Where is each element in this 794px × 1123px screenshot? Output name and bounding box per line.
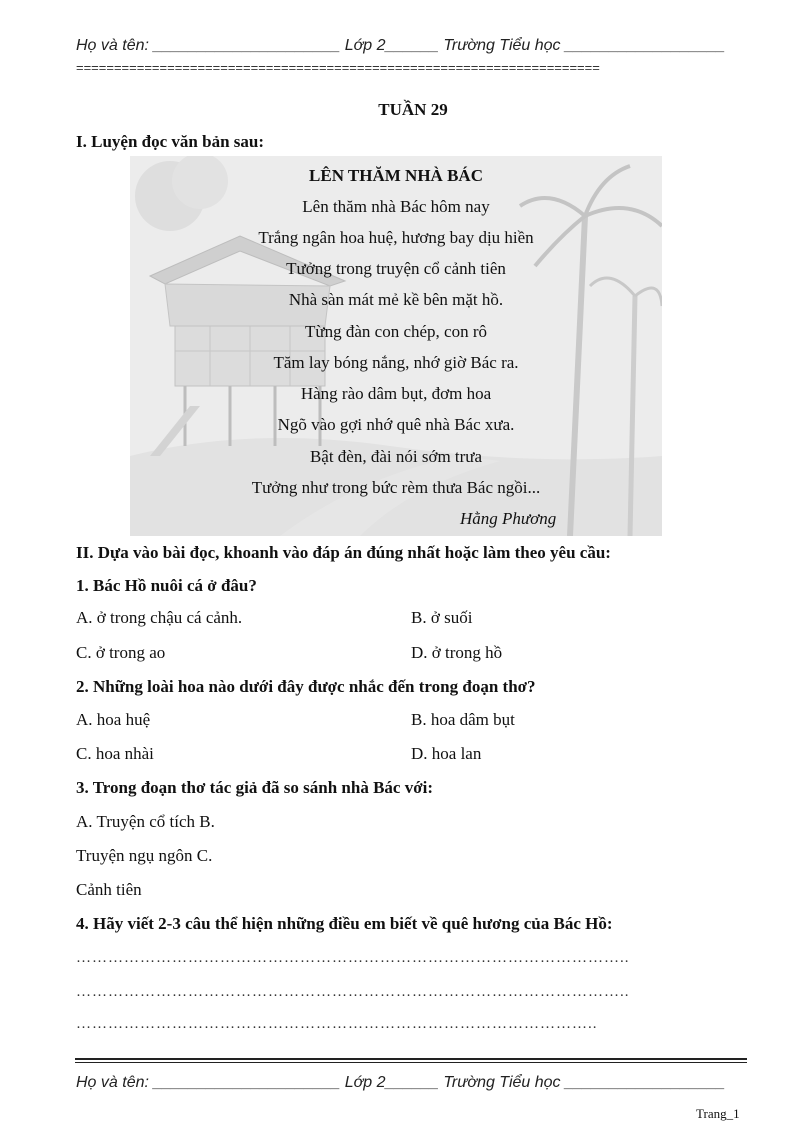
question-3: 3. Trong đoạn thơ tác giả đã so sánh nhà Bác với:: [76, 778, 434, 797]
section1-heading: I. Luyện đọc văn bản sau:: [76, 132, 265, 151]
poem-line: Lên thăm nhà Bác hôm nay: [302, 197, 490, 216]
footer-student-info: Họ và tên: _____________________ Lớp 2______ Trường Tiểu học __________________: [76, 1074, 726, 1091]
header-separator: =====================================================================: [76, 60, 600, 75]
poem-line: Từng đàn con chép, con rô: [305, 322, 487, 341]
poem-author: Hằng Phương: [460, 509, 557, 528]
header-student-info: Họ và tên: _____________________ Lớp 2______ Trường Tiểu học __________________: [76, 37, 726, 54]
q1-option-a[interactable]: A. ở trong chậu cá cảnh.: [76, 608, 243, 627]
answer-line[interactable]: …………………………………………………………………………………………..: [76, 984, 630, 1000]
poem-line: Tăm lay bóng nắng, nhớ giờ Bác ra.: [273, 353, 519, 372]
question-4: 4. Hãy viết 2-3 câu thể hiện những điều em biết về quê hương của Bác Hồ:: [76, 914, 613, 933]
page-number: Trang_1: [696, 1106, 740, 1121]
q3-options-line[interactable]: Cảnh tiên: [76, 880, 142, 899]
q3-options-line[interactable]: Truyện ngụ ngôn C.: [76, 846, 213, 865]
question-2: 2. Những loài hoa nào dưới đây được nhắc đến trong đoạn thơ?: [76, 677, 536, 696]
poem-line: Tưởng như trong bức rèm thưa Bác ngồi...: [251, 478, 541, 497]
poem-illustration-box: [130, 156, 662, 536]
q1-option-d[interactable]: D. ở trong hồ: [411, 643, 503, 662]
poem-line: Nhà sàn mát mẻ kề bên mặt hồ.: [288, 290, 504, 309]
footer-rule-thick: [75, 1058, 747, 1060]
question-1: 1. Bác Hồ nuôi cá ở đâu?: [76, 576, 257, 595]
answer-line[interactable]: ……………………………………………………………………………………..: [76, 1016, 598, 1032]
week-title: TUẦN 29: [378, 100, 448, 119]
q2-option-b[interactable]: B. hoa dâm bụt: [411, 710, 515, 729]
section2-heading: II. Dựa vào bài đọc, khoanh vào đáp án đúng nhất hoặc làm theo yêu cầu:: [76, 543, 611, 562]
q2-option-d[interactable]: D. hoa lan: [411, 744, 482, 763]
answer-line[interactable]: …………………………………………………………………………………………..: [76, 950, 630, 966]
poem-line: Bật đèn, đài nói sớm trưa: [309, 447, 483, 466]
footer-rule-thin: [75, 1062, 747, 1063]
poem-title: LÊN THĂM NHÀ BÁC: [309, 166, 483, 185]
poem-line: Ngõ vào gợi nhớ quê nhà Bác xưa.: [277, 415, 515, 434]
poem-line: Hàng rào dâm bụt, đơm hoa: [300, 384, 492, 403]
q2-option-a[interactable]: A. hoa huệ: [76, 710, 151, 729]
q1-option-c[interactable]: C. ở trong ao: [76, 643, 166, 662]
q1-option-b[interactable]: B. ở suối: [411, 608, 473, 627]
poem-line: Trắng ngân hoa huệ, hương bay dịu hiền: [258, 228, 534, 247]
poem-line: Tưởng trong truyện cổ cảnh tiên: [286, 259, 506, 278]
q3-options-line[interactable]: A. Truyện cổ tích B.: [76, 812, 215, 831]
q2-option-c[interactable]: C. hoa nhài: [76, 744, 154, 763]
